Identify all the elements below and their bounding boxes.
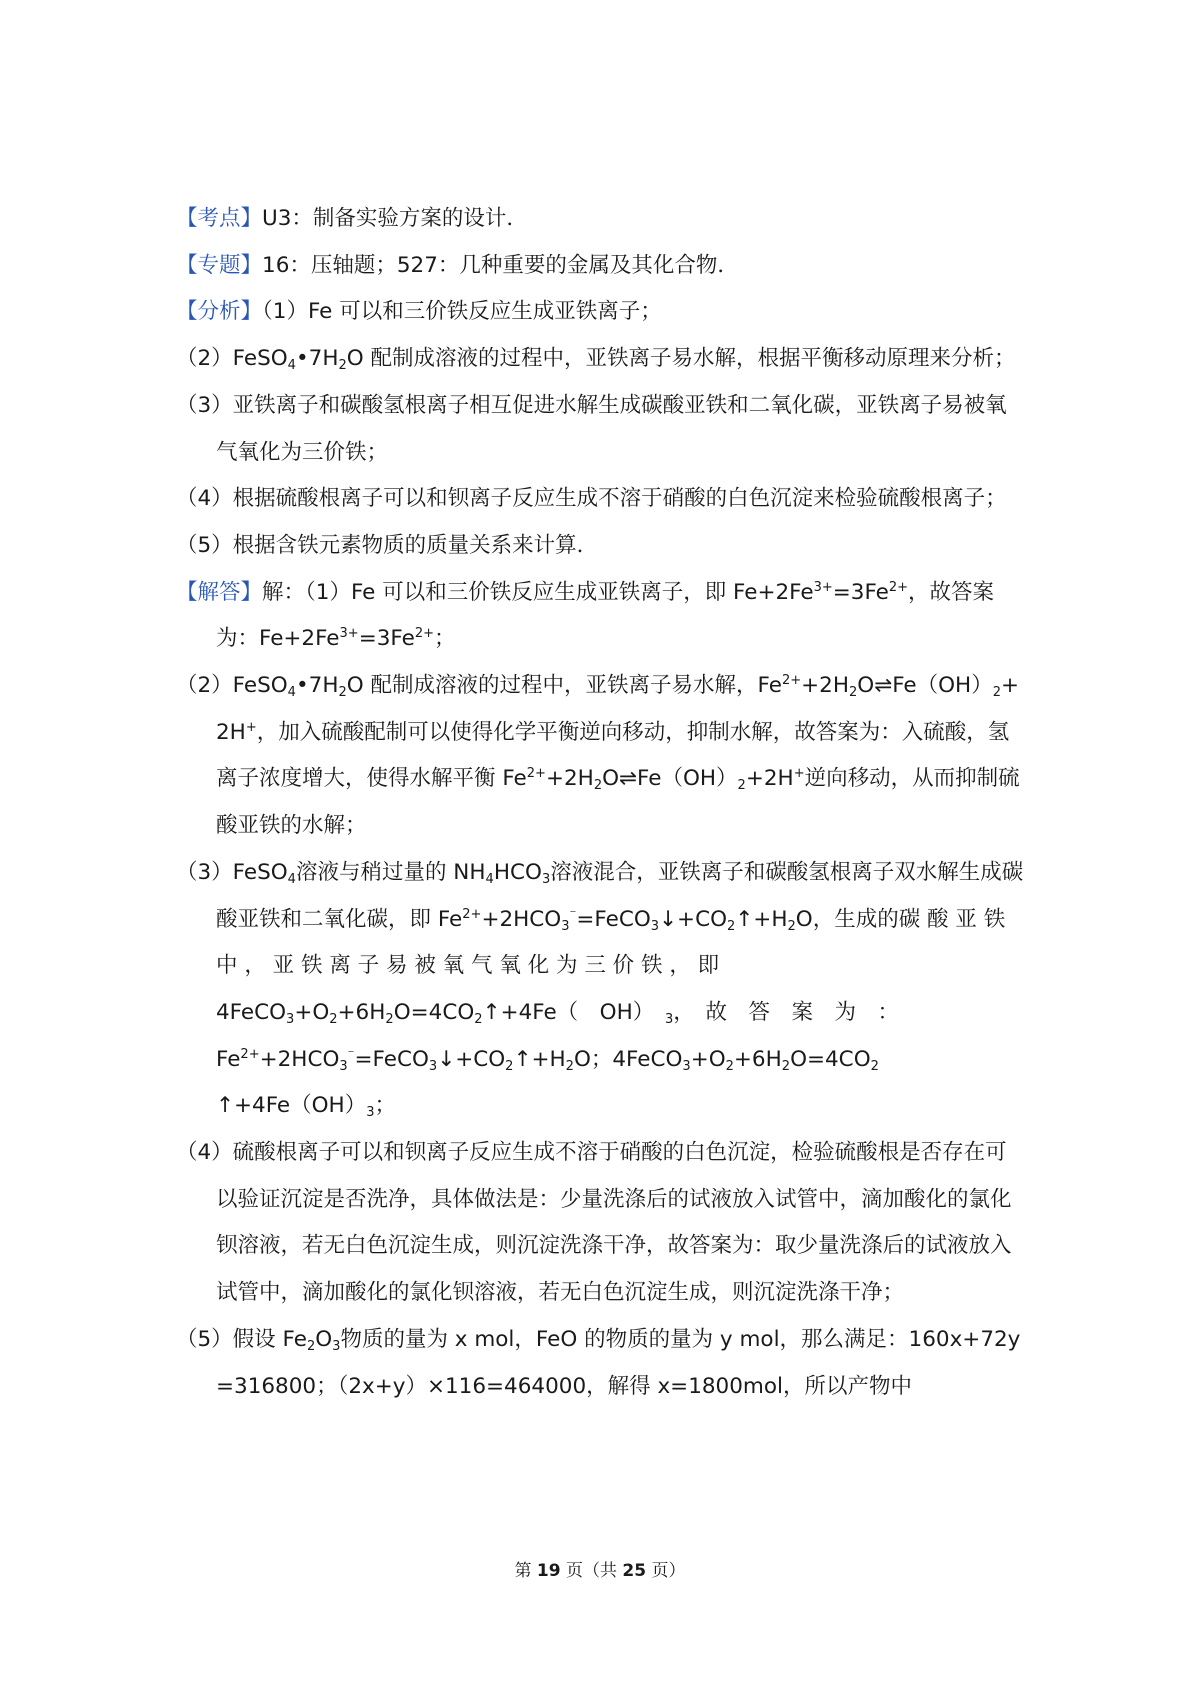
jieda-item-1: 【解答】解：（1）Fe 可以和三价铁反应生成亚铁离子，即 $Fe+2Fe^{3+}=3Fe^{2+}$，故答案为：$Fe+2Fe^{3+}=3Fe^{2+}$；	[176, 579, 995, 652]
jieda-item-5: （5）假设 $Fe_2O_3$物质的量为 x mol，FeO 的物质的量为 y mol，那么满足：160x+72y=316800；（2x+y）×116=464000，解得 x=1800mol，所以产物中	[176, 1326, 1021, 1399]
zhuanti-tag: 【专题】	[176, 252, 263, 278]
kaodian-line: 【考点】U3：制备实验方案的设计．	[176, 206, 528, 231]
fenxi-item-3: （3）亚铁离子和碳酸氢根离子相互促进水解生成碳酸亚铁和二氧化碳，亚铁离子易被氧气氧化为三价铁；	[176, 392, 1007, 465]
fenxi-item-2: $(2)FeSO_4•7H_2O$ 配制成溶液的过程中，亚铁离子易水解，根据平衡移动原理来分析；	[176, 346, 1016, 374]
jieda-item-3: （3）FeSO$_4$溶液与稍过量的 $NH_4HCO_3$溶液混合，亚铁离子和碳酸氢根离子双水解生成碳酸亚铁和二氧化碳，即 $Fe^{2+}+2HCO_3^{^-}=FeCO_3↓+CO_2↑+H_2O$，生成的碳 酸 亚 铁 中 ， 亚 铁 离 子 易 被 氧 气 氧 化 为 三 价 铁 ， 即 $4FeCO_3+O_2+6H_2O=4CO_2↑+4Fe$（ OH） $_3$， 故 答 案 为 ： $Fe^{2+}+2HCO_3^{^-}=FeCO_3↓+CO_2↑+H_2O$；$4FeCO_3+O_2+6H_2O=4CO_2↑+4Fe(OH)_3$；	[176, 859, 1024, 1121]
kaodian-tag: 【考点】	[176, 206, 263, 231]
page-footer: 第 19 页（共 25 页）	[514, 1561, 686, 1581]
jieda-item-4: （4）硫酸根离子可以和钡离子反应生成不溶于硝酸的白色沉淀，检验硫酸根是否存在可以验证沉淀是否洗净，具体做法是：少量洗涤后的试液放入试管中，滴加酸化的氯化钡溶液，若无白色沉淀生成，则沉淀洗涤干净，故答案为：取少量洗涤后的试液放入试管中，滴加酸化的氯化钡溶液，若无白色沉淀生成，则沉淀洗涤干净；	[176, 1140, 1012, 1306]
fenxi-item-4: （4）根据硫酸根离子可以和钡离子反应生成不溶于硝酸的白色沉淀来检验硫酸根离子；	[176, 486, 1007, 512]
fenxi-tag: 【分析】	[176, 299, 263, 325]
page-number: 19	[536, 1561, 561, 1581]
document-body	[176, 196, 1026, 1410]
zhuanti-line: 【专题】16：压轴题；527：几种重要的金属及其化合物．	[176, 252, 739, 278]
fenxi-item-5: （5）根据含铁元素物质的质量关系来计算．	[176, 532, 599, 558]
page-total: 25	[622, 1561, 647, 1581]
fenxi-line: 【分析】（1）Fe 可以和三价铁反应生成亚铁离子；	[176, 299, 662, 325]
jieda-item-2: $(2)FeSO_4•7H_2O$ 配制成溶液的过程中，亚铁离子易水解，$Fe^{2+}+2H_2O\rightleftharpoons Fe(OH)_2+2H^+$，加入硫酸配制可以使得化学平衡逆向移动，抑制水解，故答案为：入硫酸，氢离子浓度增大，使得水解平衡 $Fe^{2+}+2H_2O\rightleftharpoons Fe(OH)_2+2H^+$逆向移动，从而抑制硫酸亚铁的水解；	[176, 673, 1020, 839]
jieda-tag: 【解答】	[176, 579, 263, 605]
